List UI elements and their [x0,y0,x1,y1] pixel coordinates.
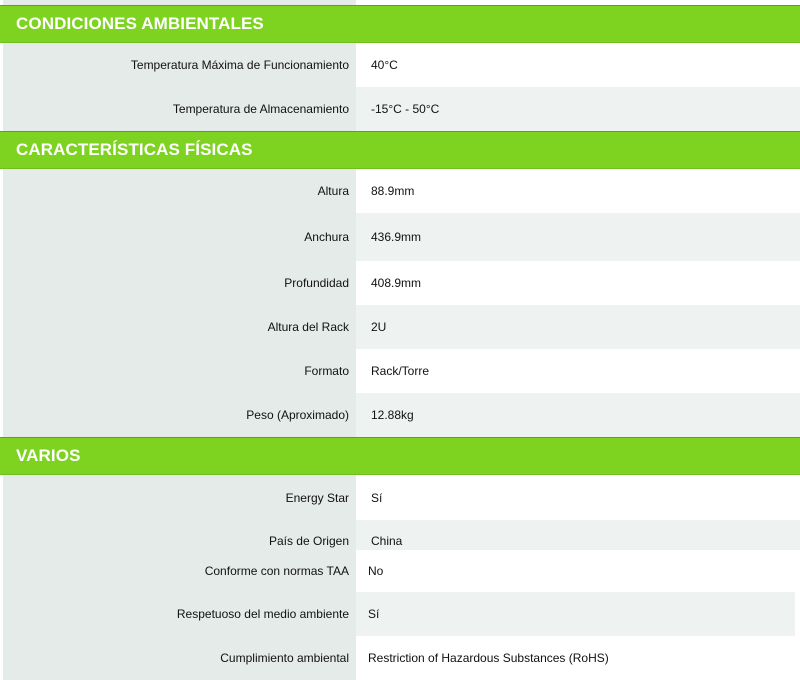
spec-value: 2U [371,320,387,334]
spec-label: País de Origen [268,534,349,548]
section-header-caracteristicas-fisicas [0,131,800,169]
spec-value: Restriction of Hazardous Substances (RoHS) [368,651,609,665]
spec-row [0,592,800,636]
spec-row [0,520,800,550]
spec-label: Energy Star [285,490,349,505]
spec-label: Respetuoso del medio ambiente [176,607,349,621]
section-title: CONDICIONES AMBIENTALES [16,14,264,33]
spec-value: No [368,564,384,578]
section-header-varios [0,437,800,475]
spec-label: Altura [317,184,349,198]
spec-label: Conforme con normas TAA [204,564,349,578]
spec-label: Temperatura de Almacenamiento [172,102,349,116]
spec-row [0,87,800,131]
spec-value: 40°C [371,58,398,72]
spec-value: -15°C - 50°C [371,102,440,116]
spec-row [0,305,800,349]
spec-label: Peso (Aproximado) [246,408,349,422]
spec-value: Sí [368,607,380,621]
spec-value: 436.9mm [371,230,422,244]
spec-row [0,550,800,592]
spec-row [0,636,800,680]
spec-row [0,261,800,305]
spec-value: 12.88kg [371,408,414,422]
spec-value: Sí [371,490,383,505]
spec-value: Rack/Torre [371,364,430,378]
spec-row [0,349,800,393]
spec-label: Formato [304,364,349,378]
spec-row [0,169,800,213]
spec-row [0,43,800,87]
spec-value: 408.9mm [371,276,422,290]
spec-label: Anchura [304,230,349,244]
spec-row [0,475,800,520]
spec-row [0,393,800,437]
spec-value: China [371,534,403,548]
spec-value: 88.9mm [371,184,415,198]
section-title: VARIOS [16,446,81,465]
section-title: CARACTERÍSTICAS FÍSICAS [16,140,253,159]
spec-label: Profundidad [284,276,349,290]
spec-label: Altura del Rack [267,320,349,334]
spec-row [0,213,800,261]
section-header-condiciones-ambientales [0,5,800,43]
spec-label: Temperatura Máxima de Funcionamiento [130,58,349,72]
spec-label: Cumplimiento ambiental [220,651,349,665]
